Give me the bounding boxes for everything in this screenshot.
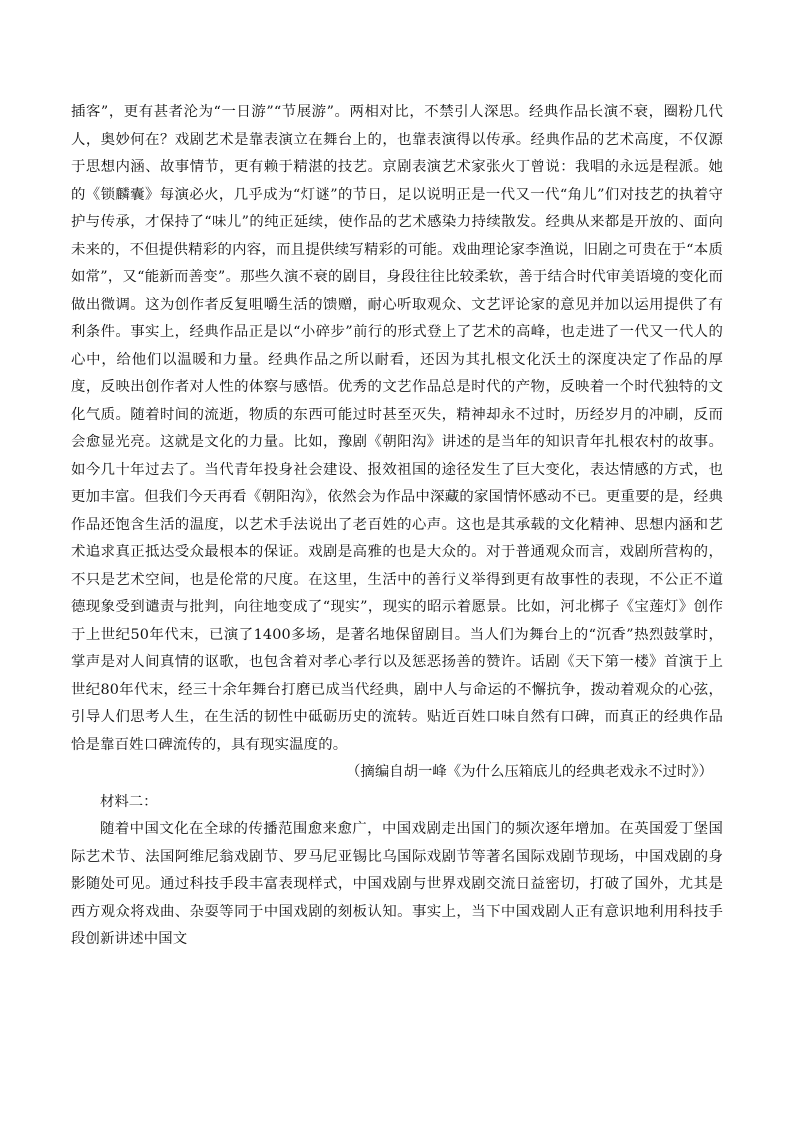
- document-page: [71, 99, 723, 954]
- article-paragraph-2: 随着中国文化在全球的传播范围愈来愈广，中国戏剧走出国门的频次逐年增加。在英国爱丁堡国际艺术节、法国阿维尼翁戏剧节、罗马尼亚锡比乌国际戏剧节等著名国际戏剧节现场，中国戏剧的身影随处可见。通过科技手段丰富表现样式，中国戏剧与世界戏剧交流日益密切，打破了国外，尤其是西方观众将戏曲、杂耍等同于中国戏剧的刻板认知。事实上，当下中国戏剧人正有意识地利用科技手段创新讲述中国文: [71, 821, 723, 947]
- article-source-citation: （摘编自胡一峰《为什么压箱底儿的经典老戏永不过时》）: [346, 764, 713, 780]
- material-two-label: 材料二：: [100, 793, 158, 810]
- article-paragraph-1: 插客”，更有甚者沦为“一日游”“节展游”。两相对比，不禁引人深思。经典作品长演不衰，圈粉几代人，奥妙何在？戏剧艺术是靠表演立在舞台上的，也靠表演得以传承。经典作品的艺术高度，不仅源于思想内涵、故事情节，更有赖于精湛的技艺。京剧表演艺术家张火丁曾说：我唱的永远是程派。她的《锁麟囊》每演必火，几乎成为“灯谜”的节日，足以说明正是一代又一代“角儿”们对技艺的执着守护与传承，才保持了“味儿”的纯正延续，使作品的艺术感染力持续散发。经典从来都是开放的、面向未来的，不但提供精彩的内容，而且提供续写精彩的可能。戏曲理论家李渔说，旧剧之可贵在于“本质如常”，又“能新而善变”。那些久演不衰的剧目，身段往往比较柔软，善于结合时代审美语境的变化而做出微调。这为创作者反复咀嚼生活的馈赠，耐心听取观众、文艺评论家的意见并加以运用提供了有利条件。事实上，经典作品正是以“小碎步”前行的形式登上了艺术的高峰，也走进了一代又一代人的心中，给他们以温暖和力量。经典作品之所以耐看，还因为其扎根文化沃土的深度决定了作品的厚度，反映出创作者对人性的体察与感悟。优秀的文艺作品总是时代的产物，反映着一个时代独特的文化气质。随着时间的流逝，物质的东西可能过时甚至灭失，精神却永不过时，历经岁月的冲刷，反而会愈显光亮。这就是文化的力量。比如，豫剧《朝阳沟》讲述的是当年的知识青年扎根农村的故事。如今几十年过去了。当代青年投身社会建设、报效祖国的途径发生了巨大变化，表达情感的方式，也更加丰富。但我们今天再看《朝阳沟》，依然会为作品中深藏的家国情怀感动不已。更重要的是，经典作品还饱含生活的温度，以艺术手法说出了老百姓的心声。这也是其承载的文化精神、思想内涵和艺术追求真正抵达受众最根本的保证。戏剧是高雅的也是大众的。对于普通观众而言，戏剧所营构的，不只是艺术空间，也是伦常的尺度。在这里，生活中的善行义举得到更有故事性的表现，不公正不道德现象受到谴责与批判，向往地变成了“现实”，现实的昭示着愿景。比如，河北梆子《宝莲灯》创作于上世纪50年代末，已演了1400多场，是著名地保留剧目。当人们为舞台上的“沉香”热烈鼓掌时，掌声是对人间真情的讴歌，也包含着对孝心孝行以及惩恶扬善的赞许。话剧《天下第一楼》首演于上世纪80年代末，经三十余年舞台打磨已成当代经典，剧中人与命运的不懈抗争，拨动着观众的心弦，引导人们思考人生，在生活的韧性中砥砺历史的流转。贴近百姓口味自然有口碑，而真正的经典作品恰是靠百姓口碑流传的，具有现实温度的。: [71, 104, 723, 753]
